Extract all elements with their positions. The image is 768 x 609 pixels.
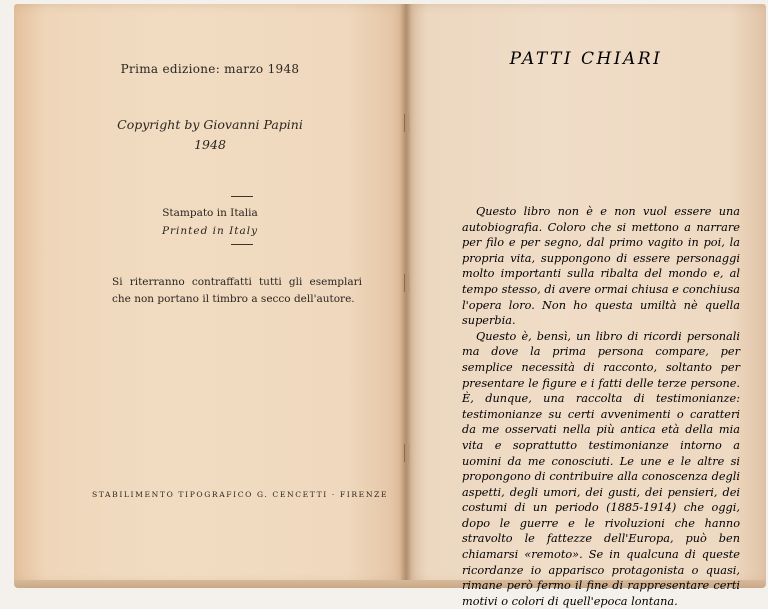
chapter-body [462, 204, 740, 609]
paragraph: Questo è, bensì, un libro di ricordi personali ma dove la prima persona compare, per semplice necessità di racconto, soltanto per presentare le figure e i fatti delle terze persone. È, dunque, una raccolta di testimonianze: testimonianze su certi avvenimenti o caratteri da me osservati nella più antica età della mia vita e soprattutto testimonianze intorno a uomini da me conosciuti. Le une e le altre si propongono di contribuire alla conoscenza degli aspetti, degli umori, dei gusti, dei pensieri, dei costumi di un periodo (1885-1914) che oggi, dopo le guerre e le rivoluzioni che hanno stravolto le fattezze dell'Europa, può ben chiamarsi «remoto». Se in qualcuna di queste ricordanze io apparisco protagonista o quasi, rimane però fermo il fine di rappresentare certi motivi o colori di quell'epoca lontana. [462, 329, 740, 608]
copyright-year: 1948 [194, 137, 226, 152]
divider-bottom [231, 244, 253, 245]
printer-line: STABILIMENTO TIPOGRAFICO G. CENCETTI · FIRENZE [92, 490, 389, 499]
stamp-block [14, 204, 406, 240]
left-page [14, 4, 406, 584]
binding-stitch [404, 444, 409, 462]
stamp-english: Printed in Italy [161, 225, 259, 237]
copyright-line: Copyright by Giovanni Papini [117, 117, 303, 132]
binding-stitch [404, 114, 409, 132]
divider-top [231, 196, 253, 197]
open-book [14, 4, 766, 608]
edition-line: Prima edizione: marzo 1948 [120, 62, 300, 76]
book-gutter [400, 4, 412, 584]
counterfeit-notice: Si riterranno contraffatti tutti gli esemplari che non portano il timbro a secco dell'autore. [112, 276, 362, 305]
chapter-title: PATTI CHIARI [509, 49, 663, 69]
paragraph: Questo libro non è e non vuol essere una autobiografia. Coloro che si mettono a narrare per filo e per segno, dal primo vagito in poi, la propria vita, suppongono di essere personaggi molto importanti sulla ribalta del mondo e, al tempo stesso, di avere ormai chiusa e conchiusa l'opera loro. Non ho questa umiltà nè quella superbia. [462, 205, 740, 328]
copyright-block [14, 115, 406, 155]
binding-stitch [404, 274, 409, 292]
stamp-italian: Stampato in Italia [162, 207, 258, 219]
